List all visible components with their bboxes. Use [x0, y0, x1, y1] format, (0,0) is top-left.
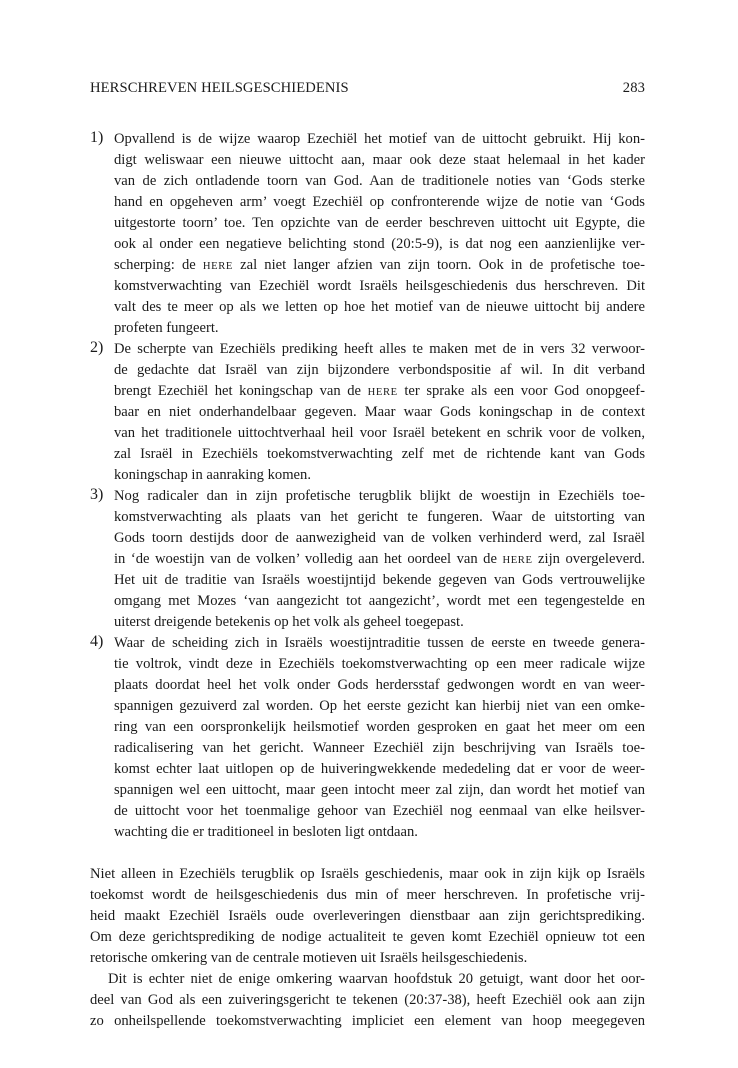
text-line: zal Israël in Ezechiëls toekomstverwachting zelf met de richtende kant van Gods [114, 446, 645, 462]
list-number: 2) [90, 339, 104, 356]
list-number: 4) [90, 633, 104, 650]
list-item [90, 486, 645, 633]
text-line: Waar de scheiding zich in Israëls woestijntraditie tussen de eerste en tweede genera- [114, 635, 645, 651]
text-line: Niet alleen in Ezechiëls terugblik op Israëls geschiedenis, maar ook in zijn kijk op Israëls [90, 866, 645, 882]
text-line: van de zich ontladende toorn van God. Aan de traditionele noties van ‘Gods sterke [114, 173, 645, 189]
text-line: omgang met Mozes ‘van aangezicht tot aangezicht’, wordt met een tegengestelde en [114, 593, 645, 609]
text-line: valt des te meer op als we letten op hoe het motief van de nieuwe uittocht bij andere [114, 299, 645, 315]
numbered-list [90, 129, 645, 843]
list-item [90, 633, 645, 843]
list-item [90, 129, 645, 339]
page-number: 283 [622, 80, 645, 96]
text-line [114, 381, 645, 402]
small-caps-here: HERE [202, 261, 233, 272]
text-line: komst echter laat uitlopen op de huiveringwekkende mededeling dat er voor de weer- [114, 761, 645, 777]
text-line: radicalisering van het gericht. Wanneer Ezechiël zijn beschrijving van Israëls toe- [114, 740, 645, 756]
text-segment: scherping: de [114, 257, 203, 273]
text-line: deel van God als een zuiveringsgericht te tekenen (20:37-38), heeft Ezechiël ook aan zijn [90, 992, 645, 1008]
text-line [114, 255, 645, 276]
body-text [90, 864, 645, 1032]
text-line: koningschap in aanraking komen. [114, 467, 311, 483]
list-number: 3) [90, 486, 104, 503]
text-line: digt weliswaar een nieuwe uittocht aan, maar ook deze staat helemaal in het kader [114, 152, 645, 168]
paragraph [90, 864, 645, 969]
text-line: van het traditionele uittochtverhaal heil voor Israël betekent en schrik voor de volken, [114, 425, 645, 441]
list-item [90, 339, 645, 486]
text-line: zo onheilspellende toekomstverwachting impliciet een element van hoop meegegeven [90, 1013, 645, 1029]
text-line: komstverwachting van Ezechiël wordt Israëls heilsgeschiedenis dus herschreven. Dit [114, 278, 645, 294]
text-line: de gedachte dat Israël van zijn bijzondere verbondspositie af wil. In dit verband [114, 362, 645, 378]
running-title: HERSCHREVEN HEILSGESCHIEDENIS [90, 80, 349, 96]
page [90, 78, 645, 1032]
text-line: toekomst wordt de heilsgeschiedenis dus min of meer herschreven. In profetische vrij- [90, 887, 645, 903]
text-line: spannigen wel een uittocht, maar geen intocht meer zal zijn, dan wordt het motief van [114, 782, 645, 798]
text-line: ring van een oorspronkelijk heilsmotief worden gesproken en gaat het meer om een [114, 719, 645, 735]
text-line: plaats doordat heel het volk onder Gods herdersstaf gedwongen wordt en van weer- [114, 677, 645, 693]
text-line: Gods toorn destijds door de aanwezigheid van de volken verhinderd werd, zal Israël [114, 530, 645, 546]
text-line: Om deze gerichtsprediking de nodige actualiteit te geven komt Ezechiël opnieuw tot een [90, 929, 645, 945]
text-line: uiterst dreigende betekenis op het volk als geheel toegepast. [114, 614, 464, 630]
small-caps-here: HERE [367, 387, 398, 398]
text-line [114, 549, 645, 570]
text-line: hand en opgeheven arm’ voegt Ezechiël op confronterende wijze de notie van ‘Gods [114, 194, 645, 210]
text-line: tie voltrok, vindt deze in Ezechiëls toekomstverwachting op een meer radicale wijze [114, 656, 645, 672]
text-line: Dit is echter niet de enige omkering waarvan hoofdstuk 20 getuigt, want door het oor- [108, 971, 645, 987]
list-number: 1) [90, 129, 104, 146]
small-caps-here: HERE [502, 555, 533, 566]
text-line: ook al onder een negatieve belichting stond (20:5-9), is dat nog een aanzienlijke ver- [114, 236, 645, 252]
text-line: wachting die er traditioneel in besloten ligt ontdaan. [114, 824, 418, 840]
text-line: heid maakt Ezechiël Israëls oude overleveringen dienstbaar aan zijn gerichtsprediking. [90, 908, 645, 924]
paragraph [90, 969, 645, 1032]
text-segment: in ‘de woestijn van de volken’ volledig aan het oordeel van de [114, 551, 503, 567]
text-line: komstverwachting als plaats van het gericht te fungeren. Waar de uitstorting van [114, 509, 645, 525]
text-line: Opvallend is de wijze waarop Ezechiël het motief van de uittocht gebruikt. Hij kon- [114, 131, 645, 147]
text-segment: zal niet langer afzien van zijn toorn. Ook in de profetische toe- [232, 257, 646, 273]
text-line: baar en niet onderhandelbaar gegeven. Maar waar Gods koningschap in de context [114, 404, 645, 420]
text-segment: zijn overgeleverd. [532, 551, 645, 567]
text-line: Nog radicaler dan in zijn profetische terugblik blijkt de woestijn in Ezechiëls toe- [114, 488, 645, 504]
text-line: De scherpte van Ezechiëls prediking heeft alles te maken met de in vers 32 verwoor- [114, 341, 645, 357]
text-line: Het uit de traditie van Israëls woestijntijd bekende gegeven van Gods vertrouwelijke [114, 572, 645, 588]
text-segment: ter sprake als een voor God onopgeef- [397, 383, 645, 399]
text-line: spannigen gezuiverd zal worden. Op het eerste gezicht kan hierbij niet van een omke- [114, 698, 645, 714]
text-line: retorische omkering van de centrale motieven uit Israëls heilsgeschiedenis. [90, 950, 528, 966]
text-line: profeten fungeert. [114, 320, 219, 336]
text-line: uitgestorte toorn’ toe. Ten opzichte van de eerder beschreven uittocht uit Egypte, die [114, 215, 645, 231]
running-header [90, 78, 645, 98]
text-line: de uittocht voor het toenmalige gehoor van Ezechiël nog eenmaal van elke heilsver- [114, 803, 645, 819]
text-segment: brengt Ezechiël het koningschap van de [114, 383, 368, 399]
